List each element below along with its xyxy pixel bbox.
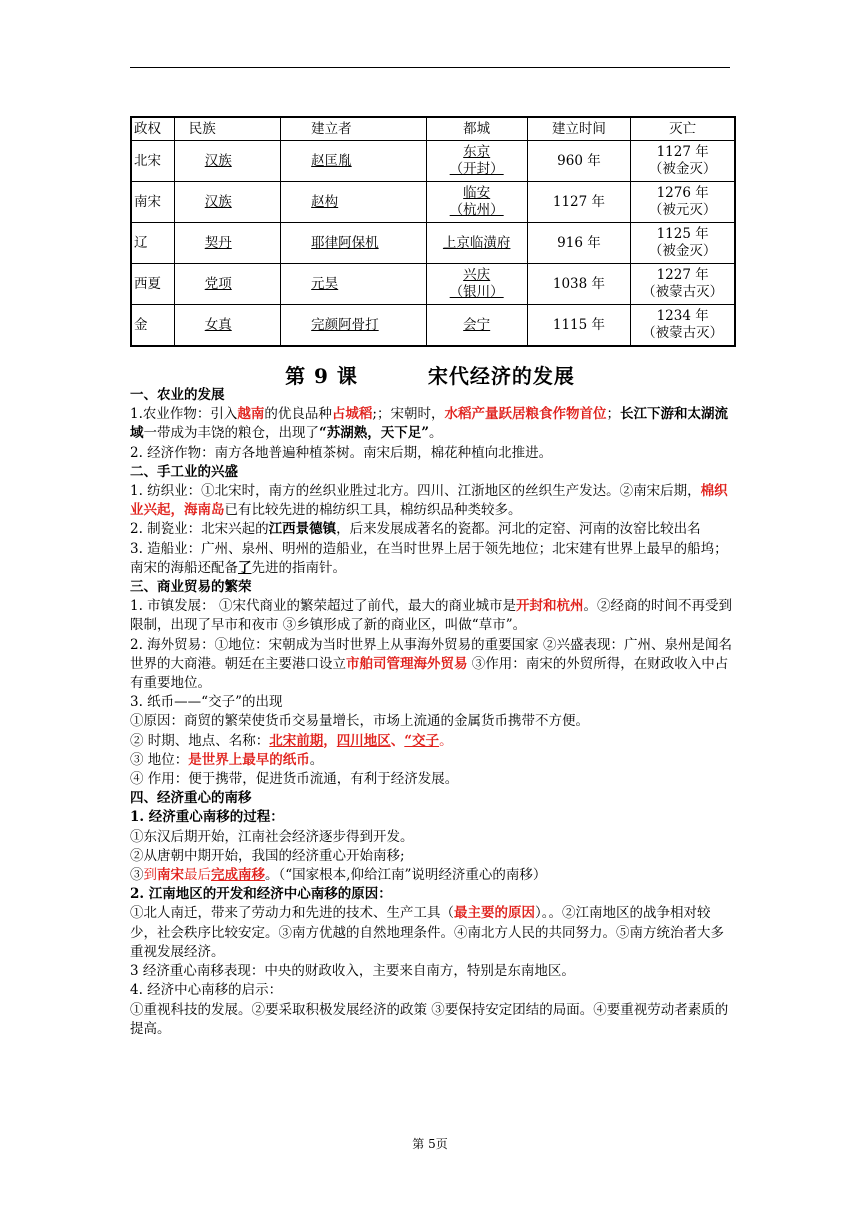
paragraph: 2. 经济作物：南方各地普遍种植茶树。南宋后期，棉花种植向北推进。 [130,444,553,461]
section-heading-handicraft: 二、手工业的兴盛 [130,463,238,480]
paragraph: 1. 纺织业：①北宋时，南方的丝织业胜过北方。四川、江浙地区的丝织生产发达。②南宋后期，棉织业兴起，海南岛已有比较先进的棉纺织工具，棉纺织品种类较多。 [130,483,728,519]
founder-cell: 完颜阿骨打 [311,316,379,333]
header-rule [130,67,730,68]
page-number: 第 5页 [412,1137,448,1151]
founder-cell: 赵构 [311,193,339,210]
header-ethnic: 民族 [174,117,280,141]
lesson-title [130,360,730,389]
paragraph: ③到南宋最后完成南移。（“国家根本,仰给江南”说明经济重心的南移） [130,867,547,884]
ethnic-cell: 契丹 [204,234,232,251]
fall-note: （被蒙古灭） [642,284,724,300]
header-fall: 灭亡 [631,117,735,141]
regimes-table [130,116,736,347]
paragraph: 4. 经济中心南移的启示： [130,982,283,999]
established-cell: 1038 年 [527,264,631,305]
fall-year: 1127 年 [656,144,709,160]
fall-note: （被蒙古灭） [642,325,724,341]
capital-cell: 上京临潢府 [442,234,511,251]
capital-cell: 兴庆 [463,267,491,283]
regime-cell: 金 [131,305,174,347]
capital-note: （杭州） [449,202,504,218]
ethnic-cell: 汉族 [204,152,232,169]
established-cell: 916 年 [527,223,631,264]
regime-cell: 南宋 [131,182,174,223]
paragraph: ①重视科技的发展。②要采取积极发展经济的政策 ③要保持安定团结的局面。④要重视劳动者素质的提高。 [130,1001,729,1037]
paragraph: 3. 纸币——“交子”的出现 [130,694,283,711]
lesson-name: 宋代经济的发展 [427,364,575,388]
founder-cell: 元昊 [311,275,339,292]
table-row [131,305,735,347]
section-heading-agriculture: 一、农业的发展 [130,387,225,403]
fall-year: 1234 年 [656,308,709,324]
paragraph: 3. 造船业：广州、泉州、明州的造船业，在当时世界上居于领先地位；北宋建有世界上最早的船坞；南宋的海船还配备了先进的指南针。 [130,540,728,576]
fall-note: （被元灭） [648,202,717,218]
fall-note: （被金灭） [648,243,717,259]
capital-note: （银川） [449,284,504,300]
regime-cell: 辽 [131,223,174,264]
table-header-row [131,117,735,141]
subheading: 2. 江南地区的开发和经济中心南移的原因： [130,886,392,903]
paragraph: 2. 制瓷业：北宋兴起的江西景德镇，后来发展成著名的瓷都。河北的定窑、河南的汝窑比较出名 [130,521,701,538]
lesson-number: 第 9 课 [285,364,358,388]
header-regime: 政权 [131,117,174,141]
header-founder: 建立者 [281,117,427,141]
regime-cell: 北宋 [131,141,174,182]
table-row [131,182,735,223]
fall-year: 1227 年 [656,267,709,283]
paragraph: 3 经济重心南移表现：中央的财政收入，主要来自南方，特别是东南地区。 [130,963,575,980]
paragraph: ④ 作用：便于携带，促进货币流通，有利于经济发展。 [130,771,459,788]
capital-cell: 东京 [463,144,491,160]
paragraph: ② 时期、地点、名称：北宋前期，四川地区、“交子。 [130,732,453,749]
table-row [131,141,735,182]
paragraph: ②从唐朝中期开始，我国的经济重心开始南移; [130,847,405,864]
section-heading-economic-center: 四、经济重心的南移 [130,790,252,807]
paragraph: 1. 市镇发展： ①宋代商业的繁荣超过了前代，最大的商业城市是开封和杭州。②经商的时间不再受到限制，出现了早市和夜市 ③乡镇形成了新的商业区，叫做“草市”。 [130,598,732,634]
established-cell: 1115 年 [527,305,631,347]
fall-note: （被金灭） [648,161,717,177]
founder-cell: 赵匡胤 [311,152,352,169]
ethnic-cell: 党项 [204,275,232,292]
fall-year: 1125 年 [656,226,709,242]
ethnic-cell: 汉族 [204,193,232,210]
section-heading-commerce: 三、商业贸易的繁荣 [130,579,252,596]
ethnic-cell: 女真 [204,316,232,333]
capital-cell: 临安 [463,185,491,201]
paragraph: 2. 海外贸易：①地位：宋朝成为当时世界上从事海外贸易的重要国家 ②兴盛表现：广州、泉州是闻名世界的大商港。朝廷在主要港口设立市舶司管理海外贸易 ③作用：南宋的外贸所得，在财政收入中占有重要地位。 [130,636,732,692]
table-row [131,264,735,305]
regime-cell: 西夏 [131,264,174,305]
paragraph: 1.农业作物：引入越南的优良品种占城稻;；宋朝时，水稻产量跃居粮食作物首位；长江下游和太湖流域一带成为丰饶的粮仓，出现了“苏湖熟，天下足”。 [130,406,728,442]
header-capital: 都城 [426,117,527,141]
paragraph: ①北人南迁，带来了劳动力和先进的技术、生产工具（最主要的原因）。。②江南地区的战争相对较少，社会秩序比较安定。③南方优越的自然地理条件。④南北方人民的共同努力。⑤南方统治者大多重视发展经济。 [130,905,724,960]
paragraph: ①东汉后期开始，江南社会经济逐步得到开发。 [130,828,414,845]
established-cell: 1127 年 [527,182,631,223]
lesson-body [130,386,734,1039]
founder-cell: 耶律阿保机 [311,234,379,251]
capital-cell: 会宁 [463,316,491,333]
established-cell: 960 年 [527,141,631,182]
capital-note: （开封） [449,161,504,177]
paragraph: ①原因：商贸的繁荣使货币交易量增长，市场上流通的金属货币携带不方便。 [130,713,589,730]
header-established: 建立时间 [527,117,631,141]
subheading: 1. 经济重心南移的过程： [130,809,284,826]
table-row [131,223,735,264]
fall-year: 1276 年 [656,185,709,201]
paragraph: ③ 地位：是世界上最早的纸币。 [130,751,324,768]
